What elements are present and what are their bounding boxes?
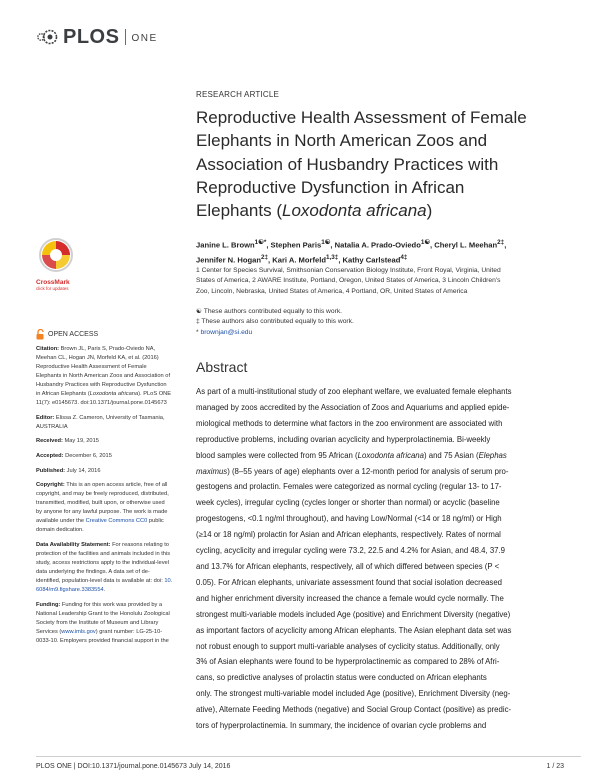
also-contribution-note: ‡ These authors also contributed equally to this work.	[196, 318, 354, 326]
imls-link[interactable]: www.imls.gov	[61, 628, 96, 635]
page-number: 1 / 23	[546, 763, 564, 770]
received-date: Received: May 19, 2015	[36, 438, 99, 445]
article-title	[196, 106, 566, 222]
dataset-link[interactable]: 6084/m9.figshare.3383554	[36, 587, 104, 594]
citation-block: Citation: Brown JL, Paris S, Prado-Oviedo NA, Meehan CL, Hogan JN, Morfeld KA, et al. (2016) Reproductive Health Assessment of Female Elephants in North American Zoos and Association of Husbandry Practices with Reproductive Dysfunction in African Elephants (Loxodonta africana). PLoS ONE 11(7): e0145673. doi:10.1371/journal.pone.0145673	[36, 346, 172, 407]
abstract-line: miological methods to determine what factors in the zoo environment are associated with	[196, 418, 503, 428]
abstract-line: maximus) (8–55 years of age) elephants over a 12-month period for analysis of serum pro-	[196, 466, 509, 476]
abstract-line: cycling, acyclicity and irregular cycling were 73.2, 22.5 and 4.2% for Asian, and 48.4, 37.9	[196, 546, 506, 556]
abstract-line: (≥14 or 18 ng/ml) prolactin for Asian and African elephants, respectively. Rates of normal	[196, 530, 501, 540]
abstract-line: and higher enrichment diversity increased the chance a female would cycle normally. The	[196, 593, 504, 603]
abstract-line: 3% of Asian elephants were found to be hyperprolactinemic as compared to 28% of Afri-	[196, 657, 500, 667]
logo-divider	[125, 29, 126, 45]
abstract-line: week cycles), irregular cycling (cycles longer or shorter than normal) or acyclic (baseline	[196, 498, 500, 508]
title-species: Loxodonta africana	[282, 201, 427, 221]
journal-sub: ONE	[131, 32, 158, 44]
data-availability-block: Data Availability Statement: For reasons relating to protection of the facilities and animals included in this study, access restrictions apply to the individual-level data underlying the findings. A data set of de- identified, population-level data is available at: doi: 10. 6084/m9.figshare.3383554.	[36, 541, 173, 594]
published-date: Published: July 14, 2016	[36, 467, 101, 474]
abstract-line: strongest multi-variable models included Age (positive) and Enrichment Diversity (negative)	[196, 609, 511, 619]
abstract-body	[196, 384, 591, 734]
author-link[interactable]: , Natalia A. Prado-Oviedo	[330, 240, 421, 250]
abstract-line: as important factors of acyclicity among African elephants. The Asian elephant data set was	[196, 625, 512, 635]
abstract-heading: Abstract	[196, 359, 248, 375]
abstract-line: managed by zoos accredited by the Association of Zoos and Aquariums and applied epide-	[196, 402, 510, 412]
author-link[interactable]: Jennifer N. Hogan	[196, 255, 261, 265]
dataset-link[interactable]: 10.	[164, 578, 173, 585]
abstract-line: 0.05). For African elephants, univariate assessment found that social isolation decreased	[196, 577, 502, 587]
author-list	[196, 237, 591, 267]
email-link[interactable]: brownjan@si.edu	[200, 328, 253, 336]
abstract-line: only. The strongest multi-variable model included Age (positive), Enrichment Diversity (neg-	[196, 689, 511, 699]
editor-block: Editor: Elissa Z. Cameron, University of Tasmania, AUSTRALIA	[36, 414, 165, 430]
title-line: Elephants in North American Zoos and	[196, 131, 488, 151]
abstract-line: tors of hyperprolactinemia. In summary, the incidence of ovarian cycle problems and	[196, 721, 487, 731]
footer-divider	[36, 756, 581, 757]
abstract-line: progestogens, <0.1 ng/ml throughout), and having Low/Normal (<14 or 18 ng/ml) or High	[196, 514, 502, 524]
footer-citation: PLOS ONE | DOI:10.1371/journal.pone.0145673 July 14, 2016	[36, 763, 231, 770]
author-link[interactable]: Janine L. Brown	[196, 240, 255, 250]
author-line: Jennifer N. Hogan$^{2\ddagger}$, Kari A. Morfeld$^{1,3\ddagger}$, Kathy Carlstead$^{4\ddagger}$	[196, 254, 408, 265]
author-line: Janine L. Brown$^{1☯*}$, Stephen Paris$^{1☯}$, Natalia A. Prado-Oviedo$^{1☯}$, Cheryl L. Meehan$^{2\ddagger}$,	[196, 239, 507, 250]
abstract-line: gestogens and prolactin. Females were categorized as normal cycling (regular 13- to 17-	[196, 482, 502, 492]
author-link[interactable]: , Kari A. Morfeld	[268, 255, 326, 265]
crossmark-badge[interactable]	[36, 235, 76, 291]
abstract-line: not robust enough to support multi-variable analyses of cyclicity status. Additionally, only	[196, 641, 500, 651]
abstract-line: reproductive problems, including ovarian acyclicity and hyperprolactinemia. Bi-weekly	[196, 434, 491, 444]
crossmark-icon	[36, 235, 76, 275]
funding-block: Funding: Funding for this work was provided by a National Leadership Grant to the Honolulu Zoological Society from the Institute of Museum and Library Services (www.imls.gov) grant number: LG-25-10- 0033-10. Employers provided financial support in the	[36, 601, 170, 644]
equal-contribution-note: ☯ These authors contributed equally to this work.	[196, 308, 343, 315]
abstract-line: ative), Alternate Feeding Methods (negative) and Social Group Contact (positive) as predic-	[196, 705, 512, 715]
affiliation-line: Zoo, Lincoln, Nebraska, United States of America, 4 Portland, OR, United States of America	[196, 287, 468, 295]
author-link[interactable]: , Kathy Carlstead	[338, 255, 401, 265]
title-line: Elephants (Loxodonta africana)	[196, 201, 433, 221]
open-access-badge	[36, 329, 98, 340]
affiliations	[196, 266, 591, 297]
abstract-line: cans, so predictive analyses of prolactin status were conducted on African elephants	[196, 673, 487, 683]
open-access-label: OPEN ACCESS	[48, 331, 99, 338]
journal-logo[interactable]	[36, 26, 158, 48]
abstract-line: blood samples were collected from 95 African (Loxodonta africana) and 75 Asian (Elephas	[196, 450, 507, 460]
author-notes	[196, 307, 496, 338]
journal-name: PLOS	[63, 25, 120, 48]
title-line: Association of Husbandry Practices with	[196, 154, 499, 174]
article-type: RESEARCH ARTICLE	[196, 90, 280, 99]
open-lock-icon	[36, 329, 45, 340]
plos-logo-icon	[36, 27, 60, 47]
accepted-date: Accepted: December 6, 2015	[36, 452, 112, 459]
title-line: Reproductive Dysfunction in African	[196, 177, 465, 197]
author-link[interactable]: , Cheryl L. Meehan	[430, 240, 498, 250]
affiliation-line: States of America, 2 AWARE Institute, Portland, Oregon, United States of America, 3 Lincoln Children's	[196, 277, 501, 285]
crossmark-label: CrossMark	[36, 279, 70, 286]
abstract-line: and 13.7% for African elephants, respectively, all of which differed between species (P <	[196, 561, 500, 571]
abstract-line: As part of a multi-institutional study of zoo elephant welfare, we evaluated female elephants	[196, 387, 512, 396]
article-info-sidebar	[36, 345, 171, 651]
author-link[interactable]: , Stephen Paris	[266, 240, 322, 250]
cc0-link[interactable]: Creative Commons CC0	[85, 518, 148, 525]
copyright-block: Copyright: This is an open access article, free of all copyright, and may be freely reproduced, distributed, transmitted, modified, built upon, or otherwise used by anyone for any lawful purpose. The work is made available under the Creative Commons CC0 public domain dedication.	[36, 482, 169, 534]
affiliation-line: 1 Center for Species Survival, Smithsonian Conservation Biology Institute, Front Royal, Virginia, United	[196, 267, 501, 274]
crossmark-sub: click for updates	[36, 286, 69, 291]
corresponding-email: * brownjan@si.edu	[196, 328, 253, 336]
title-line: Reproductive Health Assessment of Female	[196, 108, 527, 127]
